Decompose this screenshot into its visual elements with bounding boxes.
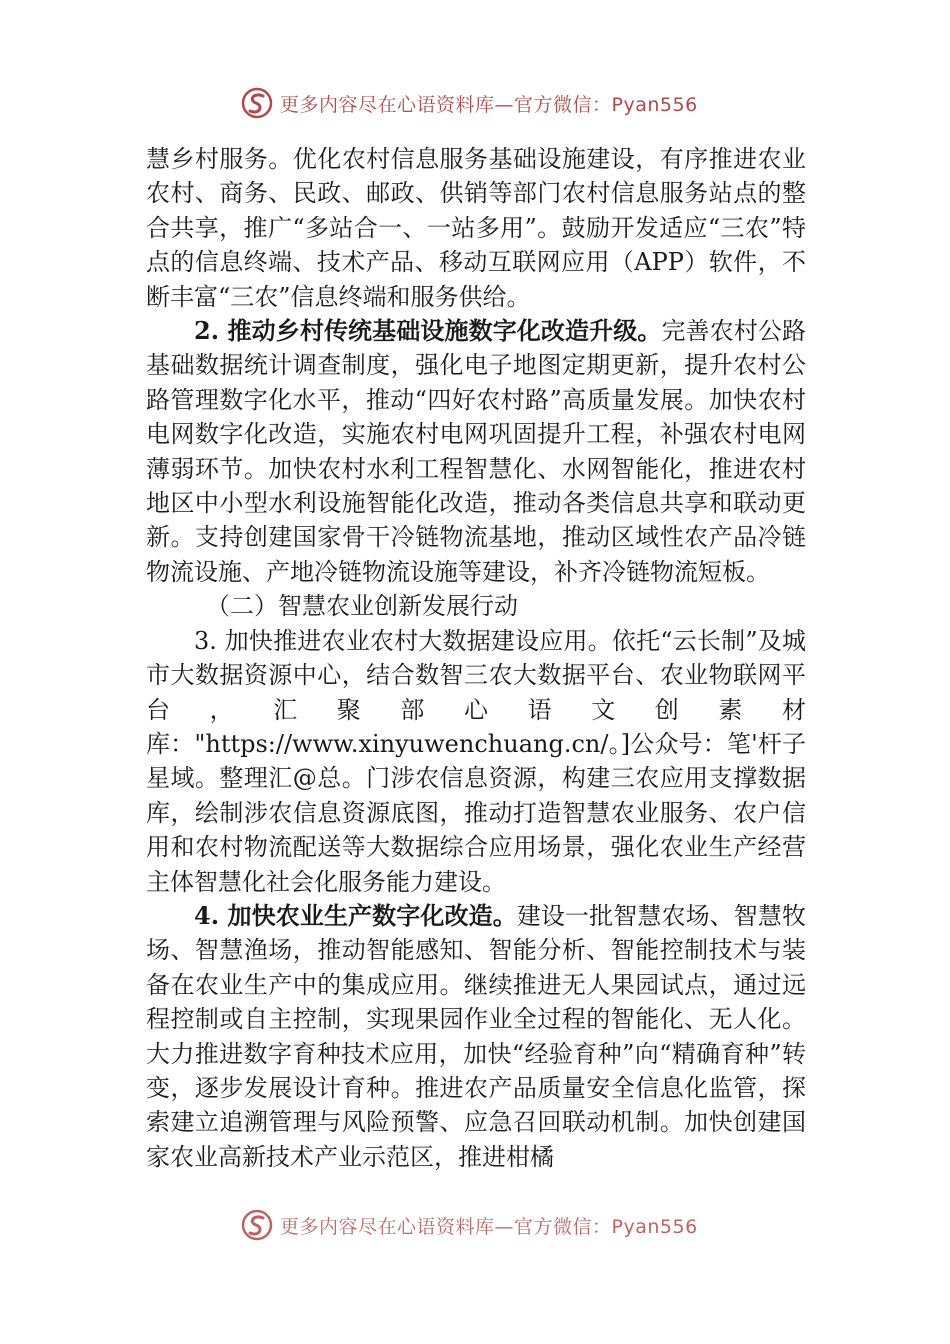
stylized-s-seal-icon — [240, 1208, 274, 1242]
paragraph-2-text: 完善农村公路基础数据统计调查制度，强化电子地图定期更新，提升农村公路管理数字化水平，推动“四好农村路”高质量发展。加快农村电网数字化改造，实施农村电网巩固提升工程，补强农村电网薄弱环节。加快农村水利工程智慧化、水网智能化，推进农村地区中小型水利设施智能化改造，推动各类信息共享和联动更新。支持创建国家骨干冷链物流基地，推动区域性农产品冷链物流设施、产地冷链物流设施等建设，补齐冷链物流短板。 — [146, 317, 806, 586]
paragraph-1-text: 慧乡村服务。优化农村信息服务基础设施建设，有序推进农业农村、商务、民政、邮政、供销等部门农村信息服务站点的整合共享，推广“多站合一、一站多用”。鼓励开发适应“三农”特点的信息终端、技术产品、移动互联网应用（APP）软件，不断丰富“三农”信息终端和服务供给。 — [146, 145, 806, 311]
document-body — [146, 142, 806, 1174]
watermark-footer-text: 更多内容尽在心语资料库—官方微信：Pyan556 — [280, 1215, 698, 1238]
watermark-footer — [240, 1208, 698, 1242]
stylized-s-seal-icon — [240, 86, 274, 120]
watermark-header — [240, 86, 698, 120]
section-heading-text: （二）智慧农业创新发展行动 — [206, 592, 518, 621]
paragraph-3-text: 3. 加快推进农业农村大数据建设应用。依托“云长制”及城市大数据资源中心，结合数智三农大数据平台、农业物联网平台，汇聚部心语文创素材库："https://www.xinyuwenchuang.cn/。]公众号：笔'杆子星域。整理汇@总。门涉农信息资源，构建三农应用支撑数据库，绘制涉农信息资源底图，推动打造智慧农业服务、农户信用和农村物流配送等大数据综合应用场景，强化农业生产经营主体智慧化社会化服务能力建设。 — [146, 626, 806, 896]
paragraph-2-lead: 2. 推动乡村传统基础设施数字化改造升级。 — [194, 316, 662, 346]
paragraph-3 — [146, 624, 806, 899]
paragraph-1 — [146, 142, 806, 314]
watermark-text: 更多内容尽在心语资料库—官方微信：Pyan556 — [280, 93, 698, 116]
section-heading — [146, 589, 806, 623]
paragraph-4 — [146, 899, 806, 1174]
paragraph-4-lead: 4. 加快农业生产数字化改造。 — [194, 900, 517, 930]
paragraph-2 — [146, 314, 806, 589]
paragraph-4-text: 建设一批智慧农场、智慧牧场、智慧渔场，推动智能感知、智能分析、智能控制技术与装备在农业生产中的集成应用。继续推进无人果园试点，通过远程控制或自主控制，实现果园作业全过程的智能化、无人化。大力推进数字育种技术应用，加快“经验育种”向“精确育种”转变，逐步发展设计育种。推进农产品质量安全信息化监管，探索建立追溯管理与风险预警、应急召回联动机制。加快创建国家农业高新技术产业示范区，推进柑橘 — [146, 901, 806, 1171]
